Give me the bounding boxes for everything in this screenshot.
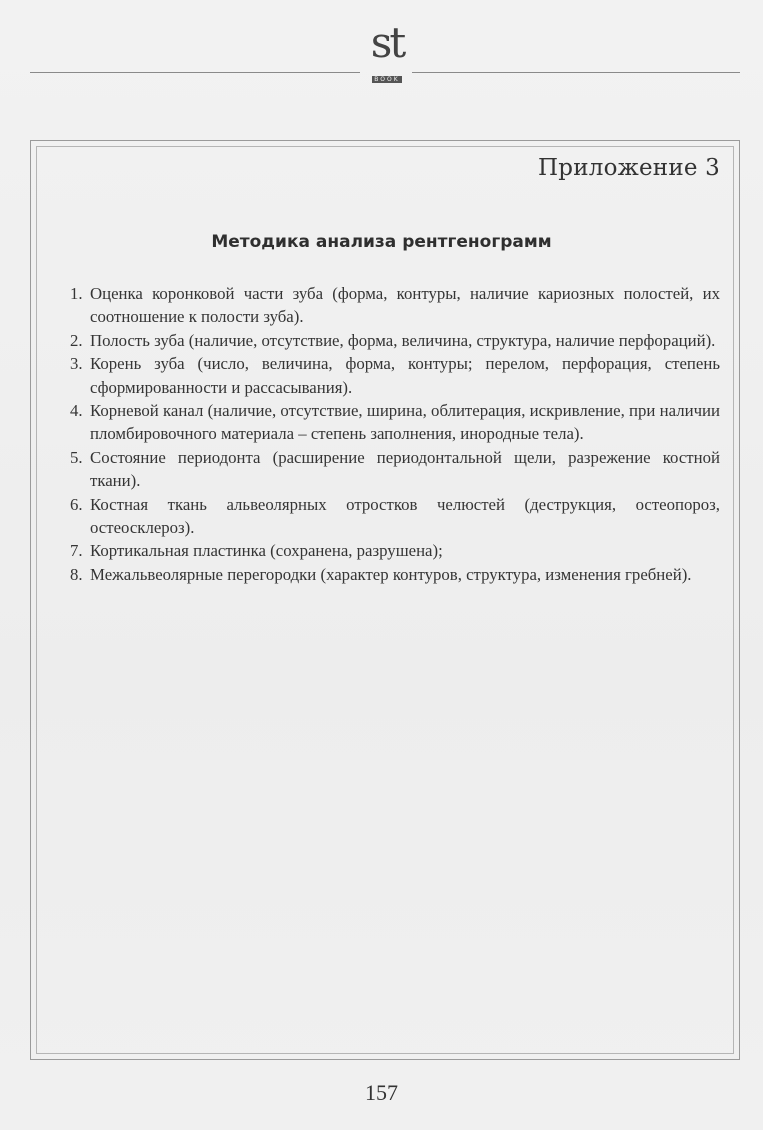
header-rule-left <box>30 72 360 73</box>
item-text: Корневой канал (наличие, отсутствие, ширина, облитерация, искривление, при наличии пломбировочного материала – степень заполнения, инородные тела). <box>90 401 720 444</box>
list-item <box>70 493 720 540</box>
list-item <box>70 539 720 562</box>
item-number: 4. <box>70 401 83 421</box>
item-text: Корень зуба (число, величина, форма, контуры; перелом, перфорация, степень сформированности и рассасывания). <box>90 354 720 397</box>
list-item <box>70 282 720 329</box>
list-item <box>70 329 720 352</box>
item-text: Состояние периодонта (расширение периодонтальной щели, разрежение костной ткани). <box>90 447 720 491</box>
list-item <box>70 352 720 399</box>
item-number: 5. <box>70 447 83 467</box>
item-number: 3. <box>70 354 83 374</box>
publisher-logo <box>362 20 412 82</box>
logo-letters: st <box>370 18 404 67</box>
item-number: 8. <box>70 564 83 584</box>
list-item <box>70 446 720 493</box>
item-number: 1. <box>70 284 83 303</box>
logo-subtext: BOOK <box>374 76 400 83</box>
list-item <box>70 563 720 586</box>
item-text: Костная ткань альвеолярных отростков челюстей (деструкция, остеопороз, остеосклероз). <box>90 494 720 538</box>
item-text: Полость зуба (наличие, отсутствие, форма, величина, структура, наличие перфораций). <box>90 330 716 350</box>
item-text: Межальвеолярные перегородки (характер контуров, структура, изменения гребней). <box>90 564 692 584</box>
appendix-title: Приложение 3 <box>538 155 720 181</box>
page-number: 157 <box>365 1080 398 1105</box>
item-number: 2. <box>70 330 83 350</box>
item-text: Кортикальная пластинка (сохранена, разрушена); <box>90 541 443 561</box>
method-list <box>70 282 720 586</box>
item-number: 7. <box>70 541 83 561</box>
header-rule-right <box>412 72 740 73</box>
section-heading: Методика анализа рентгенограмм <box>211 232 552 252</box>
item-number: 6. <box>70 494 83 514</box>
item-text: Оценка коронковой части зуба (форма, контуры, наличие кариозных полостей, их соотношение к полости зуба). <box>90 284 720 327</box>
list-item <box>70 399 720 446</box>
